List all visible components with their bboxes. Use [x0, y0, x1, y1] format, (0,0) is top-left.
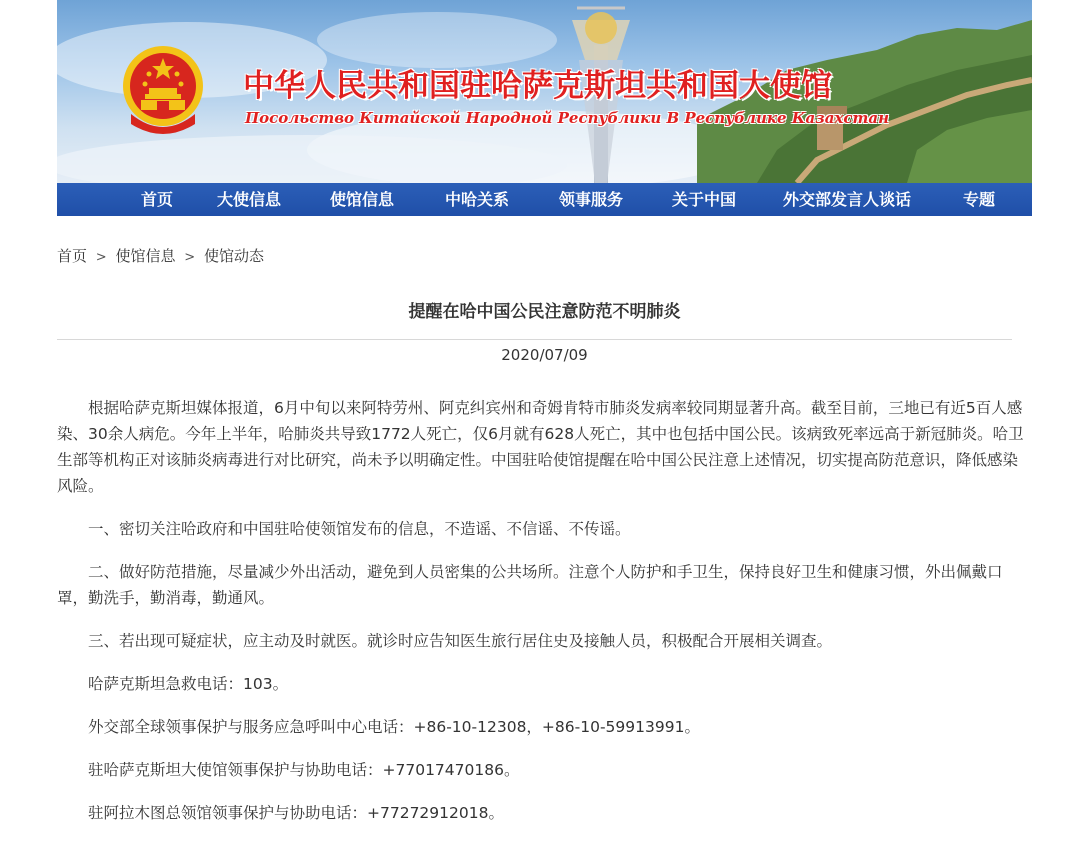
article-paragraph: 根据哈萨克斯坦媒体报道，6月中旬以来阿特劳州、阿克纠宾州和奇姆肯特市肺炎发病率较同期显著升高。截至目前，三地已有近5百人感染、30余人病危。今年上半年，哈肺炎共导致1772人死亡，仅6月就有628人死亡，其中也包括中国公民。该病致死率远高于新冠肺炎。哈卫生部等机构正对该肺炎病毒进行对比研究，尚未予以明确定性。中国驻哈使馆提醒在哈中国公民注意上述情况，切实提高防范意识，降低感染风险。: [57, 399, 1024, 495]
nav-item-china-kazakhstan-relations[interactable]: 中哈关系: [445, 190, 510, 209]
nav-item-embassy-info[interactable]: 使馆信息: [330, 190, 395, 209]
main-nav-bar: [57, 183, 1032, 216]
breadcrumb-embassy-info-link[interactable]: 使馆信息: [115, 247, 176, 265]
article-title: 提醒在哈中国公民注意防范不明肺炎: [408, 302, 681, 322]
embassy-title-russian: Посольство Китайской Народной Республики В Республике Казахстан: [245, 109, 890, 127]
nav-item-consular-services[interactable]: 领事服务: [559, 190, 624, 209]
breadcrumb-home-link[interactable]: 首页: [57, 247, 88, 265]
article-paragraph: 驻哈萨克斯坦大使馆领事保护与协助电话：+77017470186。: [88, 761, 520, 779]
article-date: 2020/07/09: [501, 346, 588, 364]
nav-item-home[interactable]: 首页: [141, 190, 174, 209]
article-paragraph: 哈萨克斯坦急救电话：103。: [88, 675, 289, 693]
embassy-title-chinese: 中华人民共和国驻哈萨克斯坦共和国大使馆: [243, 68, 832, 104]
breadcrumb-separator: >: [184, 250, 196, 265]
breadcrumb-separator: >: [95, 250, 107, 265]
nav-item-ambassador-info[interactable]: 大使信息: [217, 190, 282, 209]
article-paragraph: 二、做好防范措施，尽量减少外出活动，避免到人员密集的公共场所。注意个人防护和手卫生，保持良好卫生和健康习惯，外出佩戴口罩，勤洗手，勤消毒，勤通风。: [57, 563, 1003, 607]
article-body: [57, 395, 1032, 843]
header-banner: [57, 0, 1032, 183]
nav-item-about-china[interactable]: 关于中国: [672, 190, 737, 209]
title-divider: [57, 339, 1012, 340]
breadcrumb-embassy-news-link[interactable]: 使馆动态: [203, 247, 264, 265]
article-paragraph: 一、密切关注哈政府和中国驻哈使领馆发布的信息，不造谣、不信谣、不传谣。: [88, 520, 631, 538]
article-paragraph: 外交部全球领事保护与服务应急呼叫中心电话：+86-10-12308，+86-10-59913991。: [88, 718, 700, 736]
nav-item-spokesperson-remarks[interactable]: 外交部发言人谈话: [783, 190, 912, 209]
national-emblem-icon: [121, 44, 205, 138]
breadcrumb: [57, 245, 264, 266]
nav-item-special-topics[interactable]: 专题: [963, 190, 996, 209]
article-paragraph: 三、若出现可疑症状，应主动及时就医。就诊时应告知医生旅行居住史及接触人员，积极配合开展相关调查。: [88, 632, 833, 650]
article-paragraph: 驻阿拉木图总领馆领事保护与协助电话：+77272912018。: [88, 804, 504, 822]
